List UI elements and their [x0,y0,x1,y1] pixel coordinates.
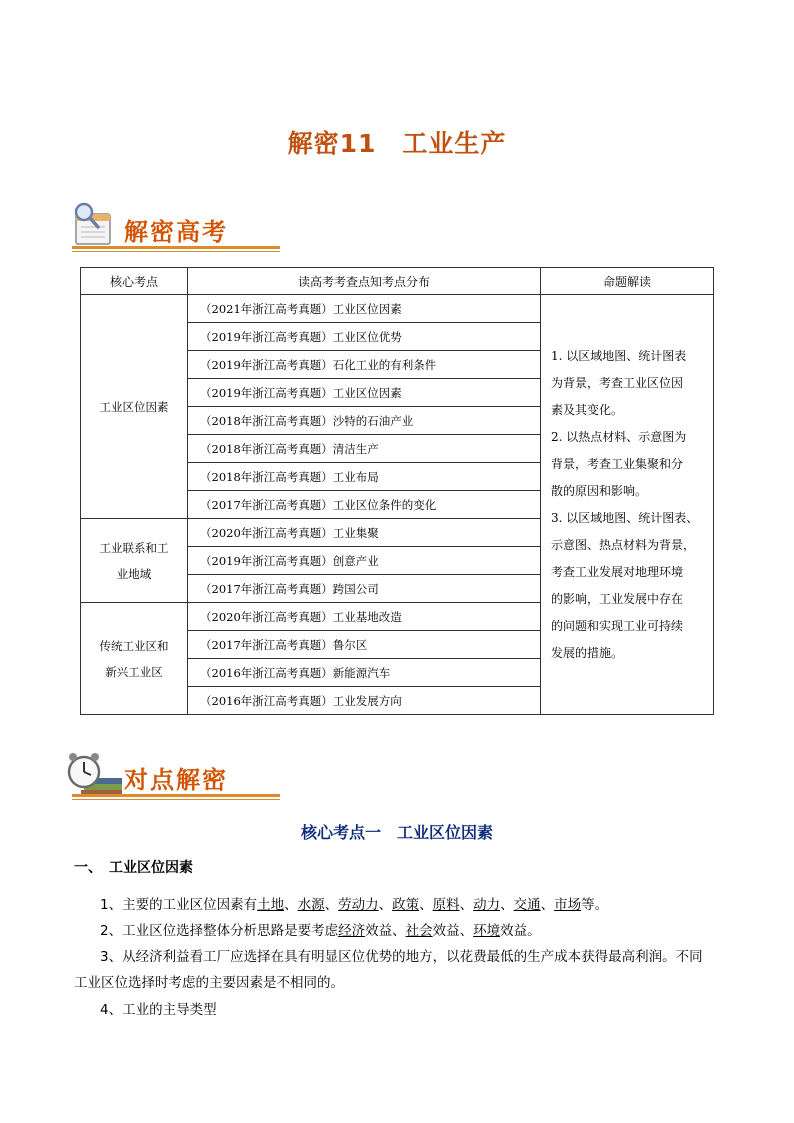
exam-item: （2021年浙江高考真题）工业区位因素 [188,295,541,323]
table-row [81,295,714,323]
category-cell [81,603,188,715]
p1-prefix: 1、主要的工业区位因素有 [100,897,258,913]
exam-item: （2017年浙江高考真题）跨国公司 [188,575,541,603]
sep: 、 [324,897,339,913]
category-line: 业地域 [116,566,152,581]
benefit-word: 效益 [432,923,460,939]
category-cell [81,519,188,603]
interp-line: 2. 以热点材料、示意图为 [551,430,687,444]
magnifier-calendar-icon [64,200,120,252]
paragraph-1 [74,892,724,919]
paragraph-3-line-1: 3、从经济利益看工厂应选择在具有明显区位优势的地方，以花费最低的生产成本获得最高利润。不同 [100,949,703,965]
table-header-row [81,268,714,295]
exam-item: （2017年浙江高考真题）工业区位条件的变化 [188,491,541,519]
interp-line: 散的原因和影响。 [551,484,648,498]
factor: 劳动力 [338,897,379,913]
exam-item: （2018年浙江高考真题）沙特的石油产业 [188,407,541,435]
factor: 政策 [392,897,420,913]
category-line: 工业区位因素 [99,399,169,414]
exam-item: （2016年浙江高考真题）新能源汽车 [188,659,541,687]
section-banner-jiemi-gaokao [62,200,272,260]
interpretation-cell [541,295,714,715]
interp-line: 的影响，工业发展中存在 [551,592,684,606]
interp-line: 考查工业发展对地理环境 [551,565,684,579]
factor: 市场 [554,897,582,913]
exam-item: （2019年浙江高考真题）工业区位优势 [188,323,541,351]
interp-line: 发展的措施。 [551,646,624,660]
exam-points-table [80,267,714,715]
exam-item: （2020年浙江高考真题）工业基地改造 [188,603,541,631]
benefit: 环境 [473,923,501,939]
paragraph-2 [74,918,724,945]
exam-item: （2018年浙江高考真题）工业布局 [188,463,541,491]
sep: 、 [500,897,514,913]
factor: 原料 [432,897,460,913]
header-distribution: 读高考考查点知考点分布 [188,268,541,295]
banner-label: 解密高考 [124,218,228,246]
exam-item: （2019年浙江高考真题）创意产业 [188,547,541,575]
sep: 、 [419,897,433,913]
banner-rule-thin [72,251,280,252]
sep: 、 [459,923,474,939]
interp-line: 3. 以区域地图、统计图表、 [551,511,699,525]
benefit: 社会 [405,923,433,939]
exam-item: （2019年浙江高考真题）石化工业的有利条件 [188,351,541,379]
p2-prefix: 2、工业区位选择整体分析思路是要考虑 [100,923,339,939]
factor: 水源 [297,897,325,913]
interp-line: 示意图、热点材料为背景， [551,538,696,552]
interp-line: 背景，考查工业集聚和分 [551,457,684,471]
factor: 交通 [513,897,541,913]
section-banner-duidian-jiemi [62,748,272,808]
header-interpretation: 命题解读 [541,268,714,295]
sep: 、 [392,923,406,939]
sep: 、 [284,897,298,913]
paragraph-3-line-2: 工业区位选择时考虑的主要因素是不相同的。 [74,975,344,991]
section-title: 核心考点一 工业区位因素 [300,823,493,842]
exam-item: （2018年浙江高考真题）清洁生产 [188,435,541,463]
banner-rule [72,246,280,249]
sep: 、 [540,897,555,913]
factor: 土地 [257,897,285,913]
p1-suffix: 等。 [581,897,609,913]
interp-line: 1. 以区域地图、统计图表 [551,349,687,363]
clock-books-icon [64,748,120,800]
sep: 、 [459,897,474,913]
exam-item: （2017年浙江高考真题）鲁尔区 [188,631,541,659]
header-core-points: 核心考点 [81,268,188,295]
banner-label: 对点解密 [124,766,228,794]
category-line: 传统工业区和 [99,638,169,653]
interp-line: 的问题和实现工业可持续 [551,619,684,633]
paragraph-4: 4、工业的主导类型 [100,1002,217,1018]
exam-item: （2019年浙江高考真题）工业区位因素 [188,379,541,407]
exam-item: （2016年浙江高考真题）工业发展方向 [188,687,541,715]
factor: 动力 [473,897,501,913]
benefit-word: 效益 [365,923,393,939]
page-title: 解密11 工业生产 [287,129,507,158]
category-line: 工业联系和工 [99,540,169,555]
sep: 、 [378,897,393,913]
benefit: 经济 [338,923,366,939]
banner-rule [72,794,280,797]
exam-item: （2020年浙江高考真题）工业集聚 [188,519,541,547]
benefit-word: 效益 [500,923,528,939]
category-cell [81,295,188,519]
p2-suffix: 。 [527,923,541,939]
banner-rule-thin [72,799,280,800]
category-line: 新兴工业区 [105,664,163,679]
interp-line: 素及其变化。 [551,403,624,417]
heading-1: 一、 工业区位因素 [74,860,193,876]
interp-line: 为背景，考查工业区位因 [551,376,684,390]
